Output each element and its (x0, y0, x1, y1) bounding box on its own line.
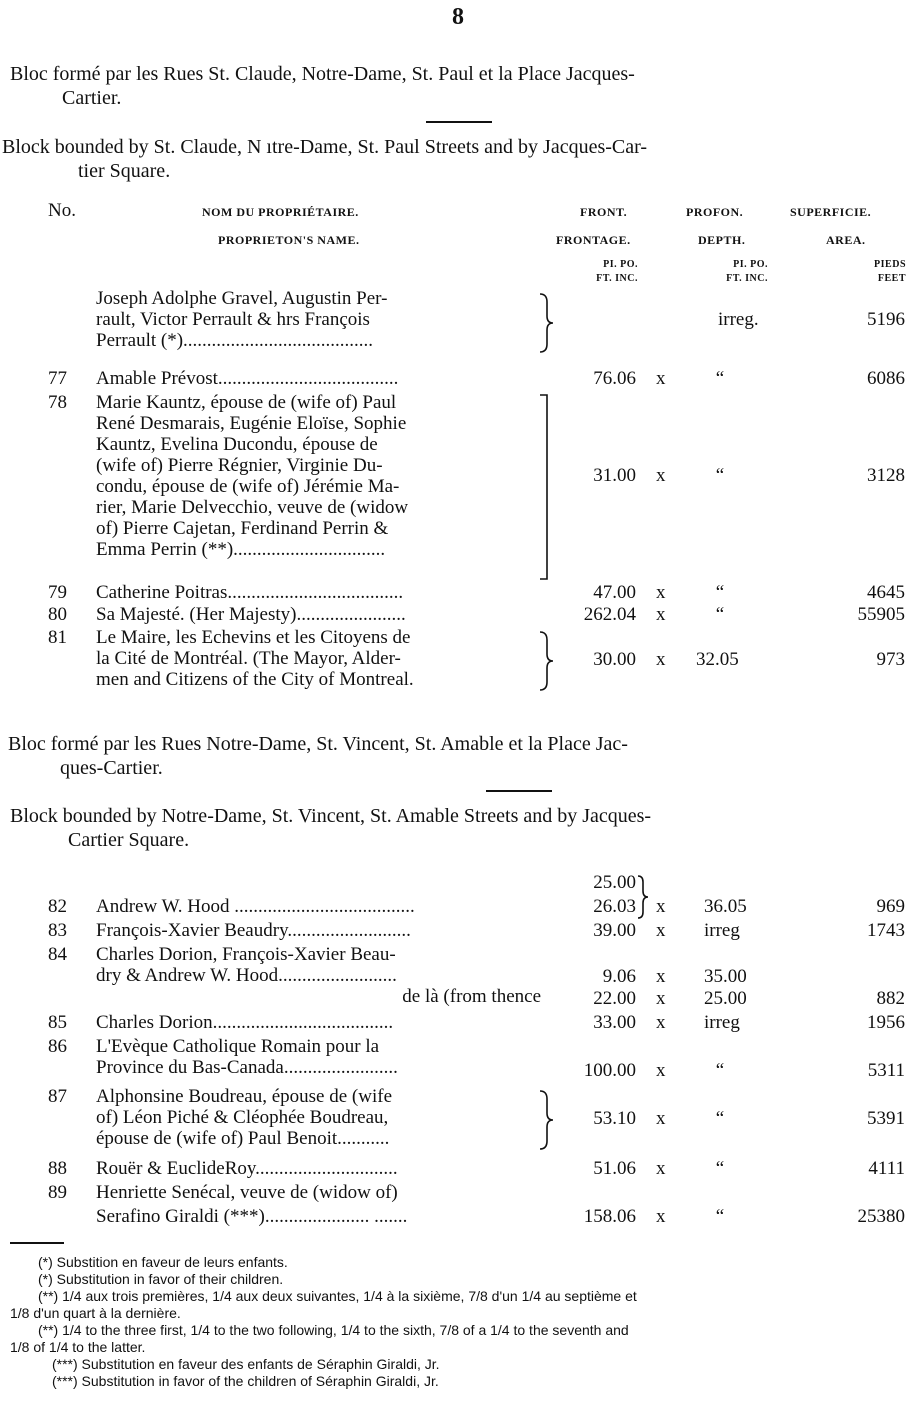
owner-name-line: rault, Victor Perrault & hrs François (96, 309, 370, 330)
owner-name-line: Marie Kauntz, épouse de (wife of) Paul (96, 392, 397, 413)
times-sign: x (656, 1012, 666, 1033)
row-number: 89 (48, 1182, 67, 1203)
owner-name-line: (wife of) Pierre Régnier, Virginie Du- (96, 455, 383, 476)
owner-name-line: Sa Majesté. (Her Majesty)....................... (96, 604, 406, 625)
depth-value: “ (715, 604, 725, 625)
owner-name-line: Amable Prévost...................................... (96, 368, 399, 389)
block1-title-en-line2: tier Square. (78, 160, 171, 182)
header-area-units (850, 258, 906, 286)
front-unit-1: PI. PO. (603, 259, 638, 270)
frontage-value: 33.00 (593, 1012, 636, 1033)
owner-name-line: Catherine Poitras..................................... (96, 582, 404, 603)
depth-value: irreg. (718, 309, 759, 330)
times-sign: x (656, 604, 666, 625)
times-sign: x (656, 465, 666, 486)
row-number: 78 (48, 392, 67, 413)
block1-title-fr (10, 62, 905, 110)
owner-name-line: of) Léon Piché & Cléophée Boudreau, (96, 1107, 389, 1128)
block2-title-fr-line1: Bloc formé par les Rues Notre-Dame, St. Vincent, St. Amable et la Place Jac- (8, 733, 628, 755)
area-value: 4645 (867, 582, 905, 603)
frontage-value: 53.10 (593, 1108, 636, 1129)
header-depth-fr: PROFON. (686, 205, 744, 219)
block1-title-fr-line2: Cartier. (62, 87, 122, 109)
area-value: 55905 (857, 604, 905, 625)
owner-name-line: L'Evèque Catholique Romain pour la (96, 1036, 380, 1057)
area-value: 5311 (867, 1060, 905, 1081)
owner-name-line: of) Pierre Cajetan, Ferdinand Perrin & (96, 518, 389, 539)
brace-icon (538, 1089, 554, 1151)
header-front-fr: FRONT. (580, 205, 628, 219)
footnote-line: (***) Substitution en faveur des enfants de Séraphin Giraldi, Jr. (52, 1356, 440, 1372)
footnote-line: (*) Substitution in favor of their children. (38, 1271, 284, 1287)
frontage-value: 26.03 (593, 896, 636, 917)
header-name-fr: NOM DU PROPRIÉTAIRE. (202, 205, 359, 219)
brace-icon (538, 292, 554, 354)
area-value: 25380 (857, 1206, 905, 1227)
header-front-units (586, 258, 638, 286)
area-unit-2: FEET (877, 273, 906, 284)
footnote-line: (**) 1/4 to the three first, 1/4 to the two following, 1/4 to the sixth, 7/8 of a 1/4 to the seventh and (38, 1322, 629, 1338)
frontage-value: 30.00 (593, 649, 636, 670)
footnote-line: (***) Substitution in favor of the children of Séraphin Giraldi, Jr. (52, 1373, 439, 1389)
area-value: 973 (876, 649, 905, 670)
footnote-line: (*) Substition en faveur de leurs enfants. (38, 1254, 288, 1270)
frontage-value: 76.06 (593, 368, 636, 389)
frontage-value: 51.06 (593, 1158, 636, 1179)
brace-icon (538, 630, 554, 692)
header-area-en: AREA. (826, 233, 866, 247)
block2-title-en (10, 804, 905, 852)
owner-name (96, 944, 541, 1007)
owner-name-line: Joseph Adolphe Gravel, Augustin Per- (96, 288, 388, 309)
frontage-value: 47.00 (593, 582, 636, 603)
area-value: 5196 (867, 309, 905, 330)
row-number: 81 (48, 627, 67, 648)
depth-value: “ (715, 1108, 725, 1129)
owner-name (96, 582, 541, 603)
times-sign: x (656, 966, 666, 987)
row-number: 77 (48, 368, 67, 389)
depth-value: “ (715, 1158, 725, 1179)
owner-name (96, 288, 541, 351)
frontage-value: 25.00 (593, 872, 636, 893)
divider (426, 121, 492, 123)
times-sign: x (656, 649, 666, 670)
owner-name: Rouër & EuclideRoy.............................. (96, 1158, 398, 1179)
depth-value: “ (715, 582, 725, 603)
depth-value: 36.05 (704, 896, 747, 917)
depth-value: 35.00 (704, 966, 747, 987)
area-value: 4111 (868, 1158, 905, 1179)
times-sign: x (656, 1206, 666, 1227)
header-name-en: PROPRIETON'S NAME. (218, 233, 360, 247)
depth-value: irreg (704, 1012, 740, 1033)
owner-name-line: la Cité de Montréal. (The Mayor, Alder- (96, 648, 401, 669)
owner-name-line: de là (from thence (402, 986, 541, 1007)
area-value: 5391 (867, 1108, 905, 1129)
owner-name-line: Serafino Giraldi (***)...................... ....... (96, 1206, 408, 1227)
owner-name-line: René Desmarais, Eugénie Eloïse, Sophie (96, 413, 407, 434)
depth-value: 25.00 (704, 988, 747, 1009)
owner-name-line: rier, Marie Delvecchio, veuve de (widow (96, 497, 409, 518)
frontage-value: 100.00 (583, 1060, 636, 1081)
footnote-line: 1/8 d'un quart à la dernière. (10, 1305, 181, 1321)
area-value: 1956 (867, 1012, 905, 1033)
depth-value: “ (715, 1060, 725, 1081)
depth-value: 32.05 (696, 649, 739, 670)
frontage-value: 31.00 (593, 465, 636, 486)
depth-value: irreg (704, 920, 740, 941)
brace-icon (636, 874, 650, 920)
block2-title-fr (8, 732, 903, 780)
owner-name-line: Alphonsine Boudreau, épouse de (wife (96, 1086, 393, 1107)
area-value: 6086 (867, 368, 905, 389)
times-sign: x (656, 1060, 666, 1081)
footnote-line: 1/8 of 1/4 to the latter. (10, 1339, 146, 1355)
row-number: 79 (48, 582, 67, 603)
owner-name: François-Xavier Beaudry.......................... (96, 920, 411, 941)
owner-name-line: Perrault (*)........................................ (96, 330, 374, 351)
row-number: 82 (48, 896, 67, 917)
owner-name-line: Emma Perrin (**)................................ (96, 539, 386, 560)
times-sign: x (656, 988, 666, 1009)
times-sign: x (656, 582, 666, 603)
page-number: 8 (452, 4, 464, 30)
header-area-fr: SUPERFICIE. (790, 205, 872, 219)
frontage-value: 22.00 (593, 988, 636, 1009)
depth-value: “ (715, 368, 725, 389)
depth-value: “ (715, 1206, 725, 1227)
owner-name (96, 368, 541, 389)
depth-value: “ (715, 465, 725, 486)
row-number: 86 (48, 1036, 67, 1057)
block2-title-en-line2: Cartier Square. (68, 829, 190, 851)
block1-title-en (2, 135, 897, 183)
footnotes (10, 1254, 910, 1390)
divider (486, 790, 552, 792)
owner-name-line: Le Maire, les Echevins et les Citoyens de (96, 627, 411, 648)
header-front-en: FRONTAGE. (556, 233, 631, 247)
header-no: No. (48, 200, 76, 221)
owner-name (96, 392, 541, 560)
owner-name-line: men and Citizens of the City of Montreal. (96, 669, 414, 690)
row-number: 87 (48, 1086, 67, 1107)
owner-name (96, 1182, 541, 1227)
block2-title-en-line1: Block bounded by Notre-Dame, St. Vincent, St. Amable Streets and by Jacques- (10, 805, 652, 827)
row-number: 85 (48, 1012, 67, 1033)
block1-title-fr-line1: Bloc formé par les Rues St. Claude, Notre-Dame, St. Paul et la Place Jacques- (10, 63, 635, 85)
area-value: 969 (876, 896, 905, 917)
owner-name: Andrew W. Hood ...................................... (96, 896, 415, 917)
front-unit-2: FT. INC. (596, 273, 638, 284)
times-sign: x (656, 1108, 666, 1129)
area-value: 3128 (867, 465, 905, 486)
frontage-value: 262.04 (583, 604, 636, 625)
owner-name: Charles Dorion...................................... (96, 1012, 394, 1033)
owner-name-line: Province du Bas-Canada........................ (96, 1057, 398, 1078)
frontage-value: 158.06 (583, 1206, 636, 1227)
bracket-icon (538, 393, 550, 581)
owner-name-line: Henriette Senécal, veuve de (widow of) (96, 1182, 398, 1203)
row-number: 83 (48, 920, 67, 941)
footnote-divider (10, 1242, 64, 1244)
frontage-value: 39.00 (593, 920, 636, 941)
times-sign: x (656, 368, 666, 389)
owner-name (96, 1036, 541, 1078)
area-unit-1: PIEDS (874, 259, 906, 270)
footnote-line: (**) 1/4 aux trois premières, 1/4 aux deux suivantes, 1/4 à la sixième, 7/8 d'un 1/4 au septième et (38, 1288, 637, 1304)
owner-name-line: épouse de (wife of) Paul Benoit........... (96, 1128, 390, 1149)
depth-unit-2: FT. INC. (726, 273, 768, 284)
row-number: 88 (48, 1158, 67, 1179)
owner-name (96, 604, 541, 625)
depth-unit-1: PI. PO. (733, 259, 768, 270)
row-number: 84 (48, 944, 67, 965)
owner-name-line: Charles Dorion, François-Xavier Beau- (96, 944, 396, 965)
times-sign: x (656, 1158, 666, 1179)
area-value: 882 (876, 988, 905, 1009)
block2-title-fr-line2: ques-Cartier. (60, 757, 163, 779)
owner-name-line: dry & Andrew W. Hood......................... (96, 965, 397, 986)
times-sign: x (656, 896, 666, 917)
owner-name-line: condu, épouse de (wife of) Jérémie Ma- (96, 476, 400, 497)
owner-name (96, 1086, 541, 1149)
header-depth-en: DEPTH. (698, 233, 746, 247)
header-depth-units (716, 258, 768, 286)
times-sign: x (656, 920, 666, 941)
owner-name-line: Kauntz, Evelina Ducondu, épouse de (96, 434, 378, 455)
area-value: 1743 (867, 920, 905, 941)
owner-name (96, 627, 541, 690)
block1-title-en-line1: Block bounded by St. Claude, N ıtre-Dame, St. Paul Streets and by Jacques-Car- (2, 136, 648, 158)
row-number: 80 (48, 604, 67, 625)
frontage-value: 9.06 (602, 966, 636, 987)
